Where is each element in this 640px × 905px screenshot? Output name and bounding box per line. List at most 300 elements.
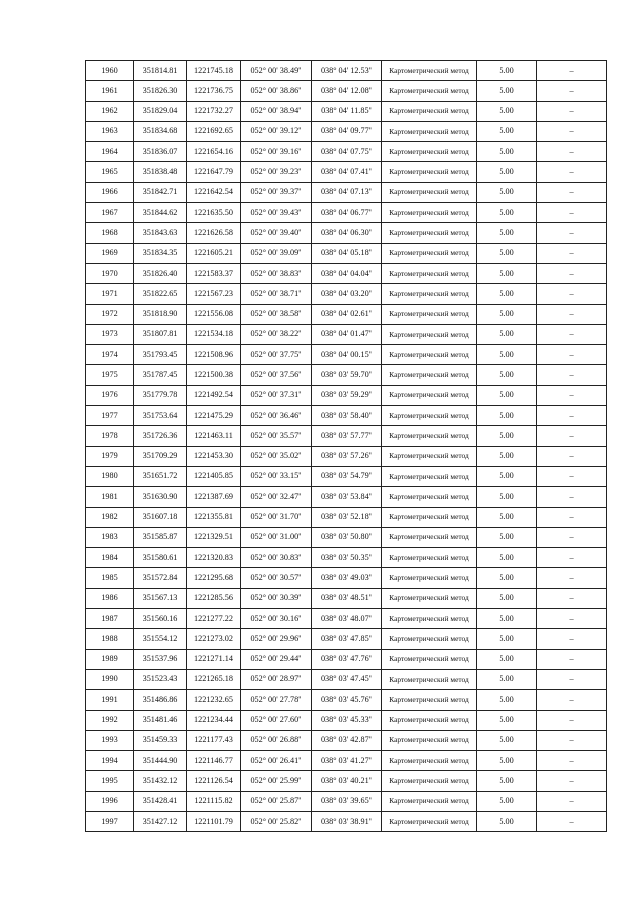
latitude-cell: 052° 00' 38.71" — [241, 284, 312, 304]
table-row — [86, 446, 607, 466]
accuracy-cell: 5.00 — [477, 548, 537, 568]
latitude-cell: 052° 00' 31.00" — [241, 527, 312, 547]
note-cell: – — [537, 588, 607, 608]
latitude-cell: 052° 00' 37.75" — [241, 345, 312, 365]
method-cell: Картометрический метод — [382, 406, 477, 426]
note-cell: – — [537, 61, 607, 81]
table-row — [86, 466, 607, 486]
point-number-cell: 1973 — [86, 324, 134, 344]
longitude-cell: 038° 03' 59.70" — [312, 365, 382, 385]
longitude-cell: 038° 04' 11.85" — [312, 101, 382, 121]
method-cell: Картометрический метод — [382, 61, 477, 81]
method-cell: Картометрический метод — [382, 649, 477, 669]
point-number-cell: 1992 — [86, 710, 134, 730]
point-number-cell: 1967 — [86, 203, 134, 223]
y-coordinate-cell: 1221271.14 — [187, 649, 241, 669]
table-row — [86, 426, 607, 446]
latitude-cell: 052° 00' 38.58" — [241, 304, 312, 324]
note-cell: – — [537, 690, 607, 710]
x-coordinate-cell: 351842.71 — [134, 182, 187, 202]
point-number-cell: 1975 — [86, 365, 134, 385]
latitude-cell: 052° 00' 39.09" — [241, 243, 312, 263]
accuracy-cell: 5.00 — [477, 223, 537, 243]
point-number-cell: 1981 — [86, 487, 134, 507]
latitude-cell: 052° 00' 36.46" — [241, 406, 312, 426]
method-cell: Картометрический метод — [382, 203, 477, 223]
table-row — [86, 649, 607, 669]
longitude-cell: 038° 03' 52.18" — [312, 507, 382, 527]
point-number-cell: 1976 — [86, 385, 134, 405]
y-coordinate-cell: 1221605.21 — [187, 243, 241, 263]
x-coordinate-cell: 351826.30 — [134, 81, 187, 101]
note-cell: – — [537, 345, 607, 365]
point-number-cell: 1988 — [86, 629, 134, 649]
table-row — [86, 81, 607, 101]
longitude-cell: 038° 04' 06.30" — [312, 223, 382, 243]
accuracy-cell: 5.00 — [477, 791, 537, 811]
x-coordinate-cell: 351838.48 — [134, 162, 187, 182]
accuracy-cell: 5.00 — [477, 690, 537, 710]
longitude-cell: 038° 03' 38.91" — [312, 811, 382, 831]
latitude-cell: 052° 00' 38.49" — [241, 61, 312, 81]
longitude-cell: 038° 03' 47.85" — [312, 629, 382, 649]
note-cell: – — [537, 609, 607, 629]
longitude-cell: 038° 03' 54.79" — [312, 466, 382, 486]
point-number-cell: 1960 — [86, 61, 134, 81]
note-cell: – — [537, 162, 607, 182]
latitude-cell: 052° 00' 39.37" — [241, 182, 312, 202]
table-row — [86, 811, 607, 831]
longitude-cell: 038° 03' 48.51" — [312, 588, 382, 608]
note-cell: – — [537, 669, 607, 689]
latitude-cell: 052° 00' 38.22" — [241, 324, 312, 344]
accuracy-cell: 5.00 — [477, 710, 537, 730]
accuracy-cell: 5.00 — [477, 487, 537, 507]
point-number-cell: 1977 — [86, 406, 134, 426]
accuracy-cell: 5.00 — [477, 568, 537, 588]
latitude-cell: 052° 00' 27.60" — [241, 710, 312, 730]
method-cell: Картометрический метод — [382, 365, 477, 385]
method-cell: Картометрический метод — [382, 263, 477, 283]
note-cell: – — [537, 568, 607, 588]
method-cell: Картометрический метод — [382, 426, 477, 446]
note-cell: – — [537, 649, 607, 669]
method-cell: Картометрический метод — [382, 101, 477, 121]
table-row — [86, 223, 607, 243]
method-cell: Картометрический метод — [382, 487, 477, 507]
method-cell: Картометрический метод — [382, 507, 477, 527]
note-cell: – — [537, 629, 607, 649]
x-coordinate-cell: 351428.41 — [134, 791, 187, 811]
table-row — [86, 162, 607, 182]
note-cell: – — [537, 142, 607, 162]
x-coordinate-cell: 351567.13 — [134, 588, 187, 608]
table-row — [86, 690, 607, 710]
latitude-cell: 052° 00' 31.70" — [241, 507, 312, 527]
latitude-cell: 052° 00' 38.83" — [241, 263, 312, 283]
point-number-cell: 1991 — [86, 690, 134, 710]
latitude-cell: 052° 00' 25.82" — [241, 811, 312, 831]
latitude-cell: 052° 00' 30.16" — [241, 609, 312, 629]
accuracy-cell: 5.00 — [477, 446, 537, 466]
longitude-cell: 038° 04' 12.53" — [312, 61, 382, 81]
x-coordinate-cell: 351844.62 — [134, 203, 187, 223]
longitude-cell: 038° 03' 59.29" — [312, 385, 382, 405]
method-cell: Картометрический метод — [382, 548, 477, 568]
longitude-cell: 038° 03' 47.76" — [312, 649, 382, 669]
accuracy-cell: 5.00 — [477, 466, 537, 486]
accuracy-cell: 5.00 — [477, 811, 537, 831]
method-cell: Картометрический метод — [382, 81, 477, 101]
note-cell: – — [537, 730, 607, 750]
latitude-cell: 052° 00' 27.78" — [241, 690, 312, 710]
note-cell: – — [537, 771, 607, 791]
method-cell: Картометрический метод — [382, 730, 477, 750]
accuracy-cell: 5.00 — [477, 345, 537, 365]
latitude-cell: 052° 00' 33.15" — [241, 466, 312, 486]
accuracy-cell: 5.00 — [477, 771, 537, 791]
table-row — [86, 609, 607, 629]
x-coordinate-cell: 351818.90 — [134, 304, 187, 324]
point-number-cell: 1997 — [86, 811, 134, 831]
accuracy-cell: 5.00 — [477, 121, 537, 141]
y-coordinate-cell: 1221234.44 — [187, 710, 241, 730]
latitude-cell: 052° 00' 26.41" — [241, 751, 312, 771]
note-cell: – — [537, 406, 607, 426]
accuracy-cell: 5.00 — [477, 730, 537, 750]
longitude-cell: 038° 04' 00.15" — [312, 345, 382, 365]
note-cell: – — [537, 466, 607, 486]
y-coordinate-cell: 1221277.22 — [187, 609, 241, 629]
accuracy-cell: 5.00 — [477, 203, 537, 223]
latitude-cell: 052° 00' 39.43" — [241, 203, 312, 223]
point-number-cell: 1968 — [86, 223, 134, 243]
point-number-cell: 1969 — [86, 243, 134, 263]
method-cell: Картометрический метод — [382, 182, 477, 202]
longitude-cell: 038° 04' 04.04" — [312, 263, 382, 283]
method-cell: Картометрический метод — [382, 811, 477, 831]
point-number-cell: 1985 — [86, 568, 134, 588]
longitude-cell: 038° 03' 42.87" — [312, 730, 382, 750]
point-number-cell: 1972 — [86, 304, 134, 324]
note-cell: – — [537, 548, 607, 568]
latitude-cell: 052° 00' 25.99" — [241, 771, 312, 791]
method-cell: Картометрический метод — [382, 527, 477, 547]
table-row — [86, 304, 607, 324]
x-coordinate-cell: 351779.78 — [134, 385, 187, 405]
method-cell: Картометрический метод — [382, 385, 477, 405]
table-row — [86, 568, 607, 588]
note-cell: – — [537, 263, 607, 283]
method-cell: Картометрический метод — [382, 710, 477, 730]
point-number-cell: 1962 — [86, 101, 134, 121]
y-coordinate-cell: 1221500.38 — [187, 365, 241, 385]
method-cell: Картометрический метод — [382, 771, 477, 791]
note-cell: – — [537, 426, 607, 446]
accuracy-cell: 5.00 — [477, 649, 537, 669]
latitude-cell: 052° 00' 35.57" — [241, 426, 312, 446]
point-number-cell: 1984 — [86, 548, 134, 568]
y-coordinate-cell: 1221126.54 — [187, 771, 241, 791]
x-coordinate-cell: 351726.36 — [134, 426, 187, 446]
point-number-cell: 1963 — [86, 121, 134, 141]
latitude-cell: 052° 00' 30.57" — [241, 568, 312, 588]
note-cell: – — [537, 791, 607, 811]
longitude-cell: 038° 03' 57.77" — [312, 426, 382, 446]
y-coordinate-cell: 1221508.96 — [187, 345, 241, 365]
accuracy-cell: 5.00 — [477, 263, 537, 283]
table-row — [86, 588, 607, 608]
longitude-cell: 038° 03' 58.40" — [312, 406, 382, 426]
method-cell: Картометрический метод — [382, 121, 477, 141]
point-number-cell: 1993 — [86, 730, 134, 750]
table-row — [86, 243, 607, 263]
table-row — [86, 121, 607, 141]
latitude-cell: 052° 00' 38.94" — [241, 101, 312, 121]
y-coordinate-cell: 1221534.18 — [187, 324, 241, 344]
table-row — [86, 142, 607, 162]
x-coordinate-cell: 351753.64 — [134, 406, 187, 426]
longitude-cell: 038° 03' 45.33" — [312, 710, 382, 730]
note-cell: – — [537, 385, 607, 405]
table-row — [86, 101, 607, 121]
x-coordinate-cell: 351572.84 — [134, 568, 187, 588]
y-coordinate-cell: 1221387.69 — [187, 487, 241, 507]
latitude-cell: 052° 00' 37.31" — [241, 385, 312, 405]
y-coordinate-cell: 1221745.18 — [187, 61, 241, 81]
y-coordinate-cell: 1221146.77 — [187, 751, 241, 771]
accuracy-cell: 5.00 — [477, 426, 537, 446]
latitude-cell: 052° 00' 39.40" — [241, 223, 312, 243]
y-coordinate-cell: 1221567.23 — [187, 284, 241, 304]
longitude-cell: 038° 04' 03.20" — [312, 284, 382, 304]
note-cell: – — [537, 365, 607, 385]
coordinates-table — [85, 60, 607, 832]
method-cell: Картометрический метод — [382, 751, 477, 771]
method-cell: Картометрический метод — [382, 284, 477, 304]
accuracy-cell: 5.00 — [477, 61, 537, 81]
latitude-cell: 052° 00' 25.87" — [241, 791, 312, 811]
point-number-cell: 1971 — [86, 284, 134, 304]
point-number-cell: 1982 — [86, 507, 134, 527]
y-coordinate-cell: 1221583.37 — [187, 263, 241, 283]
longitude-cell: 038° 04' 06.77" — [312, 203, 382, 223]
note-cell: – — [537, 304, 607, 324]
longitude-cell: 038° 04' 07.13" — [312, 182, 382, 202]
table-row — [86, 527, 607, 547]
method-cell: Картометрический метод — [382, 324, 477, 344]
y-coordinate-cell: 1221265.18 — [187, 669, 241, 689]
table-row — [86, 61, 607, 81]
note-cell: – — [537, 507, 607, 527]
latitude-cell: 052° 00' 30.83" — [241, 548, 312, 568]
point-number-cell: 1964 — [86, 142, 134, 162]
method-cell: Картометрический метод — [382, 446, 477, 466]
x-coordinate-cell: 351554.12 — [134, 629, 187, 649]
latitude-cell: 052° 00' 35.02" — [241, 446, 312, 466]
latitude-cell: 052° 00' 29.96" — [241, 629, 312, 649]
x-coordinate-cell: 351459.33 — [134, 730, 187, 750]
longitude-cell: 038° 03' 50.35" — [312, 548, 382, 568]
y-coordinate-cell: 1221355.81 — [187, 507, 241, 527]
y-coordinate-cell: 1221453.30 — [187, 446, 241, 466]
latitude-cell: 052° 00' 39.23" — [241, 162, 312, 182]
longitude-cell: 038° 04' 07.41" — [312, 162, 382, 182]
y-coordinate-cell: 1221635.50 — [187, 203, 241, 223]
method-cell: Картометрический метод — [382, 223, 477, 243]
latitude-cell: 052° 00' 26.88" — [241, 730, 312, 750]
accuracy-cell: 5.00 — [477, 629, 537, 649]
latitude-cell: 052° 00' 37.56" — [241, 365, 312, 385]
x-coordinate-cell: 351607.18 — [134, 507, 187, 527]
y-coordinate-cell: 1221177.43 — [187, 730, 241, 750]
x-coordinate-cell: 351807.81 — [134, 324, 187, 344]
point-number-cell: 1995 — [86, 771, 134, 791]
y-coordinate-cell: 1221642.54 — [187, 182, 241, 202]
method-cell: Картометрический метод — [382, 304, 477, 324]
method-cell: Картометрический метод — [382, 142, 477, 162]
table-row — [86, 324, 607, 344]
coordinates-table-body — [86, 61, 607, 832]
table-row — [86, 182, 607, 202]
method-cell: Картометрический метод — [382, 629, 477, 649]
note-cell: – — [537, 284, 607, 304]
method-cell: Картометрический метод — [382, 466, 477, 486]
note-cell: – — [537, 710, 607, 730]
note-cell: – — [537, 101, 607, 121]
point-number-cell: 1966 — [86, 182, 134, 202]
table-row — [86, 365, 607, 385]
y-coordinate-cell: 1221405.85 — [187, 466, 241, 486]
point-number-cell: 1989 — [86, 649, 134, 669]
longitude-cell: 038° 03' 45.76" — [312, 690, 382, 710]
longitude-cell: 038° 03' 41.27" — [312, 751, 382, 771]
accuracy-cell: 5.00 — [477, 406, 537, 426]
accuracy-cell: 5.00 — [477, 162, 537, 182]
x-coordinate-cell: 351834.35 — [134, 243, 187, 263]
accuracy-cell: 5.00 — [477, 243, 537, 263]
table-row — [86, 730, 607, 750]
accuracy-cell: 5.00 — [477, 669, 537, 689]
x-coordinate-cell: 351560.16 — [134, 609, 187, 629]
longitude-cell: 038° 04' 07.75" — [312, 142, 382, 162]
latitude-cell: 052° 00' 38.86" — [241, 81, 312, 101]
y-coordinate-cell: 1221692.65 — [187, 121, 241, 141]
x-coordinate-cell: 351709.29 — [134, 446, 187, 466]
x-coordinate-cell: 351651.72 — [134, 466, 187, 486]
point-number-cell: 1978 — [86, 426, 134, 446]
accuracy-cell: 5.00 — [477, 182, 537, 202]
accuracy-cell: 5.00 — [477, 284, 537, 304]
y-coordinate-cell: 1221463.11 — [187, 426, 241, 446]
note-cell: – — [537, 203, 607, 223]
note-cell: – — [537, 487, 607, 507]
point-number-cell: 1974 — [86, 345, 134, 365]
y-coordinate-cell: 1221654.16 — [187, 142, 241, 162]
accuracy-cell: 5.00 — [477, 142, 537, 162]
y-coordinate-cell: 1221556.08 — [187, 304, 241, 324]
y-coordinate-cell: 1221101.79 — [187, 811, 241, 831]
y-coordinate-cell: 1221475.29 — [187, 406, 241, 426]
x-coordinate-cell: 351444.90 — [134, 751, 187, 771]
x-coordinate-cell: 351836.07 — [134, 142, 187, 162]
point-number-cell: 1983 — [86, 527, 134, 547]
y-coordinate-cell: 1221492.54 — [187, 385, 241, 405]
x-coordinate-cell: 351834.68 — [134, 121, 187, 141]
note-cell: – — [537, 182, 607, 202]
y-coordinate-cell: 1221736.75 — [187, 81, 241, 101]
table-row — [86, 507, 607, 527]
y-coordinate-cell: 1221626.58 — [187, 223, 241, 243]
note-cell: – — [537, 446, 607, 466]
point-number-cell: 1970 — [86, 263, 134, 283]
latitude-cell: 052° 00' 39.12" — [241, 121, 312, 141]
table-row — [86, 669, 607, 689]
accuracy-cell: 5.00 — [477, 527, 537, 547]
y-coordinate-cell: 1221647.79 — [187, 162, 241, 182]
longitude-cell: 038° 04' 09.77" — [312, 121, 382, 141]
longitude-cell: 038° 03' 48.07" — [312, 609, 382, 629]
x-coordinate-cell: 351580.61 — [134, 548, 187, 568]
x-coordinate-cell: 351843.63 — [134, 223, 187, 243]
table-row — [86, 263, 607, 283]
point-number-cell: 1979 — [86, 446, 134, 466]
table-row — [86, 345, 607, 365]
x-coordinate-cell: 351793.45 — [134, 345, 187, 365]
longitude-cell: 038° 03' 39.65" — [312, 791, 382, 811]
y-coordinate-cell: 1221115.82 — [187, 791, 241, 811]
longitude-cell: 038° 03' 49.03" — [312, 568, 382, 588]
latitude-cell: 052° 00' 29.44" — [241, 649, 312, 669]
accuracy-cell: 5.00 — [477, 365, 537, 385]
table-row — [86, 487, 607, 507]
latitude-cell: 052° 00' 39.16" — [241, 142, 312, 162]
table-row — [86, 771, 607, 791]
point-number-cell: 1980 — [86, 466, 134, 486]
table-row — [86, 406, 607, 426]
longitude-cell: 038° 03' 40.21" — [312, 771, 382, 791]
method-cell: Картометрический метод — [382, 690, 477, 710]
latitude-cell: 052° 00' 28.97" — [241, 669, 312, 689]
y-coordinate-cell: 1221329.51 — [187, 527, 241, 547]
x-coordinate-cell: 351826.40 — [134, 263, 187, 283]
longitude-cell: 038° 04' 12.08" — [312, 81, 382, 101]
accuracy-cell: 5.00 — [477, 324, 537, 344]
longitude-cell: 038° 03' 57.26" — [312, 446, 382, 466]
point-number-cell: 1961 — [86, 81, 134, 101]
accuracy-cell: 5.00 — [477, 588, 537, 608]
x-coordinate-cell: 351585.87 — [134, 527, 187, 547]
method-cell: Картометрический метод — [382, 588, 477, 608]
x-coordinate-cell: 351630.90 — [134, 487, 187, 507]
method-cell: Картометрический метод — [382, 243, 477, 263]
longitude-cell: 038° 03' 47.45" — [312, 669, 382, 689]
x-coordinate-cell: 351427.12 — [134, 811, 187, 831]
point-number-cell: 1987 — [86, 609, 134, 629]
y-coordinate-cell: 1221320.83 — [187, 548, 241, 568]
table-row — [86, 751, 607, 771]
longitude-cell: 038° 04' 05.18" — [312, 243, 382, 263]
accuracy-cell: 5.00 — [477, 81, 537, 101]
note-cell: – — [537, 527, 607, 547]
point-number-cell: 1994 — [86, 751, 134, 771]
note-cell: – — [537, 811, 607, 831]
x-coordinate-cell: 351486.86 — [134, 690, 187, 710]
note-cell: – — [537, 324, 607, 344]
longitude-cell: 038° 03' 50.80" — [312, 527, 382, 547]
table-row — [86, 548, 607, 568]
x-coordinate-cell: 351814.81 — [134, 61, 187, 81]
